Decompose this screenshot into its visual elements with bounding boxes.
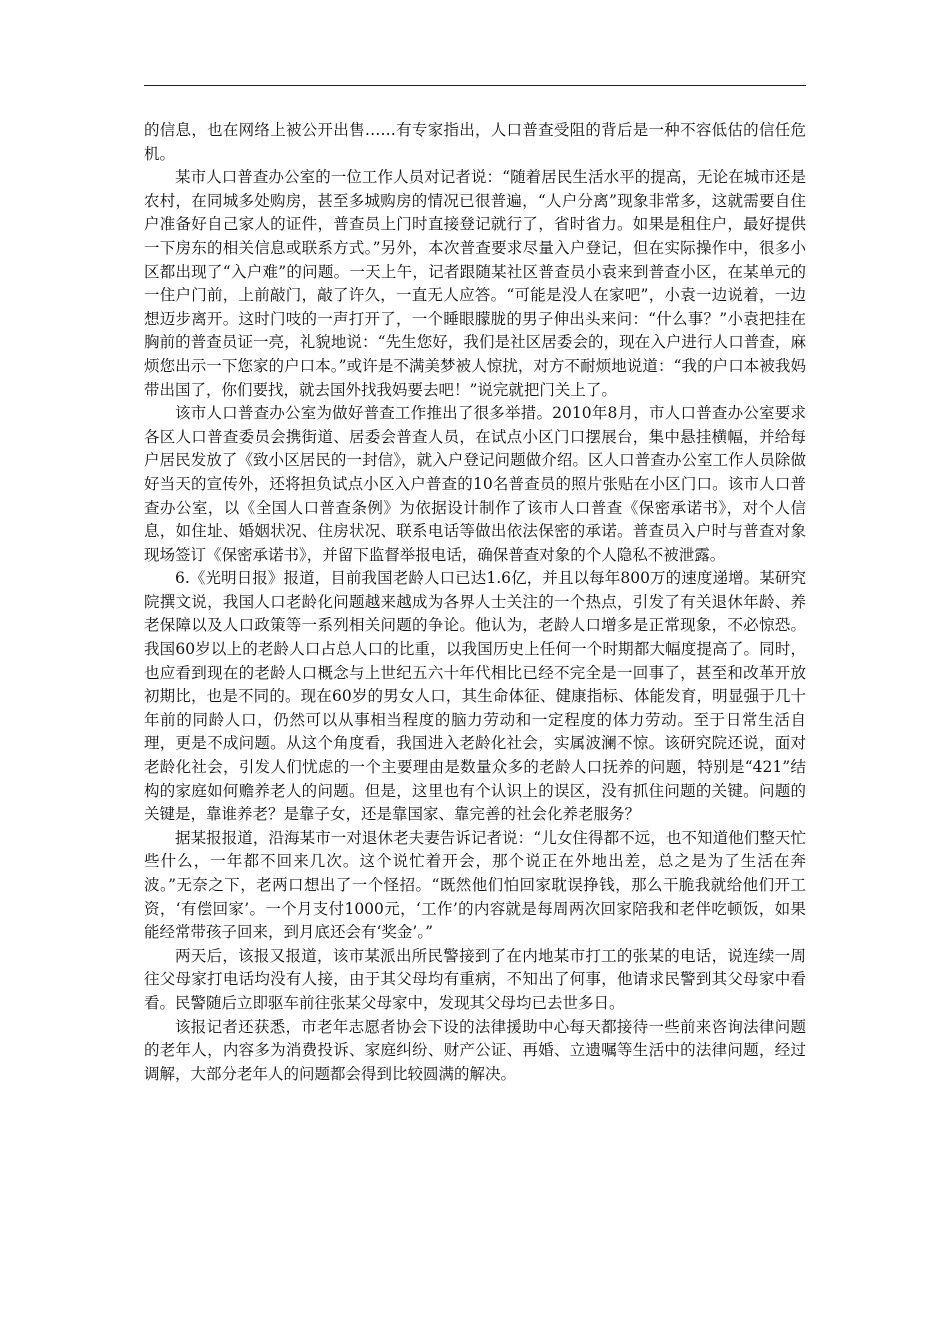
paragraph-police-report: 两天后，该报又报道，该市某派出所民警接到了在内地某市打工的张某的电话，说连续一周往父母家打电话均没有人接，由于其父母均有重病，不知出了何事，他请求民警到其父母家中看看。民警随后立即驱车前往张某父母家中，发现其父母均已去世多日。 (144, 946, 806, 1012)
paragraph-continued: 的信息，也在网络上被公开出售……有专家指出，人口普查受阻的背后是一种不容低估的信任危机。 (144, 121, 806, 163)
paragraph-paid-visits: 据某报报道，沿海某市一对退休老夫妻告诉记者说：“儿女住得都不远，也不知道他们整天忙些什么，一年都不回来几次。这个说忙着开会，那个说正在外地出差，总之是为了生活在奔波。”无奈之下，老两口想出了一个怪招。“既然他们怕回家耽误挣钱，那么干脆我就给他们开工资，‘有偿回家’。一个月支付1000元，‘工作’的内容就是每周两次回家陪我和老伴吃顿饭，如果能经常带孩子回来，到月底还会有‘奖金’。” (144, 828, 806, 942)
document-body (144, 119, 806, 1086)
paragraph-legal-aid: 该报记者还获悉，市老年志愿者协会下设的法律援助中心每天都接待一些前来咨询法律问题的老年人，内容多为消费投诉、家庭纠纷、财产公证、再婚、立遗嘱等生活中的法律问题，经过调解，大部分老年人的问题都会得到比较圆满的解决。 (144, 1017, 806, 1083)
paragraph-census-measures: 该市人口普查办公室为做好普查工作推出了很多举措。2010年8月，市人口普查办公室要求各区人口普查委员会携街道、居委会普查人员，在试点小区门口摆展台，集中悬挂横幅，并给每户居民发放了《致小区居民的一封信》，就入户登记问题做介绍。区人口普查办公室工作人员除做好当天的宣传外，还将担负试点小区入户普查的10名普查员的照片张贴在小区门口。该市人口普查办公室，以《全国人口普查条例》为依据设计制作了该市人口普查《保密承诺书》，对个人信息，如住址、婚姻状况、住房状况、联系电话等做出依法保密的承诺。普查员入户时与普查对象现场签订《保密承诺书》，并留下监督举报电话，确保普查对象的个人隐私不被泄露。 (144, 404, 806, 564)
header-rule (144, 85, 806, 86)
paragraph-aging-population: 6.《光明日报》报道，目前我国老龄人口已达1.6亿，并且以每年800万的速度递增。某研究院撰文说，我国人口老龄化问题越来越成为各界人士关注的一个热点，引发了有关退休年龄、养老保障以及人口政策等一系列相关问题的争论。他认为，老龄人口增多是正常现象，不必惊恐。我国60岁以上的老龄人口占总人口的比重，以我国历史上任何一个时期都大幅度提高了。同时，也应看到现在的老龄人口概念与上世纪五六十年代相比已经不完全是一回事了，甚至和改革开放初期比，也是不同的。现在60岁的男女人口，其生命体征、健康指标、体能发育，明显强于几十年前的同龄人口，仍然可以从事相当程度的脑力劳动和一定程度的体力劳动。至于日常生活自理，更是不成问题。从这个角度看，我国进入老龄化社会，实属波澜不惊。该研究院还说，面对老龄化社会，引发人们忧虑的一个主要理由是数量众多的老龄人口抚养的问题，特别是“421”结构的家庭如何赡养老人的问题。但是，这里也有个认识上的误区，没有抓住问题的关键。问题的关键是，靠谁养老？是靠子女，还是靠国家、靠完善的社会化养老服务？ (144, 569, 806, 824)
paragraph-census-staff: 某市人口普查办公室的一位工作人员对记者说：“随着居民生活水平的提高，无论在城市还是农村，在同城多处购房，甚至多城购房的情况已很普遍，“人户分离”现象非常多，这就需要自住户准备好自己家人的证件，普查员上门时直接登记就行了，省时省力。如果是租住户，最好提供一下房东的相关信息或联系方式。”另外，本次普查要求尽量入户登记，但在实际操作中，很多小区都出现了“入户难”的问题。一天上午，记者跟随某社区普查员小袁来到普查小区，在某单元的一住户门前，上前敲门，敲了许久，一直无人应答。“可能是没人在家吧”，小袁一边说着，一边想迈步离开。这时门吱的一声打开了，一个睡眼朦胧的男子伸出头来问：“什么事？”小袁把挂在胸前的普查员证一亮，礼貌地说：“先生您好，我们是社区居委会的，现在入户进行人口普查，麻烦您出示一下您家的户口本。”或许是不满美梦被人惊扰，对方不耐烦地说道：“我的户口本被我妈带出国了，你们要找，就去国外找我妈要去吧！”说完就把门关上了。 (144, 168, 806, 399)
